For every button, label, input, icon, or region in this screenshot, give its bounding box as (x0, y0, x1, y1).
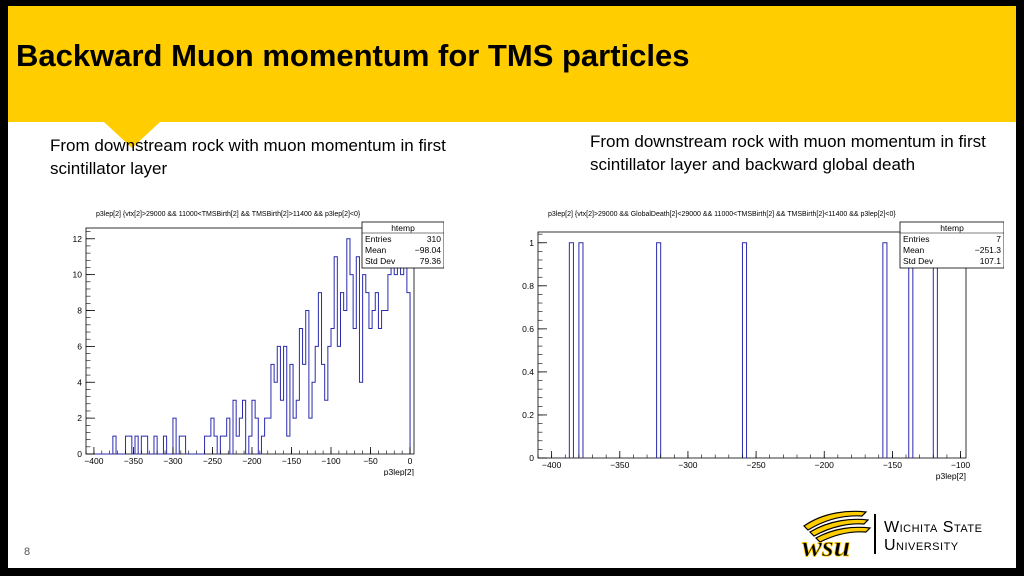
y-tick-label: 12 (72, 233, 82, 244)
y-tick-label: 10 (72, 269, 82, 280)
y-tick-label: 0.8 (522, 280, 534, 291)
stats-key: Std Dev (365, 256, 396, 266)
y-tick-label: 1 (529, 237, 534, 248)
stats-value: 79.36 (419, 256, 441, 266)
stats-name: htemp (391, 223, 415, 233)
left-histogram (64, 204, 444, 476)
stats-value: 107.1 (979, 256, 1001, 266)
y-tick-label: 0.2 (522, 409, 534, 420)
x-tick-label: −50 (363, 456, 378, 466)
x-tick-label: −350 (610, 460, 630, 470)
stats-key: Mean (365, 245, 387, 255)
x-tick-label: −300 (678, 460, 698, 470)
stats-value: 310 (426, 234, 441, 244)
left-caption: From downstream rock with muon momentum in first scintillator layer (50, 136, 446, 178)
title-banner (8, 6, 1016, 122)
y-tick-label: 0 (529, 453, 534, 463)
x-axis-label: p3lep[2] (383, 467, 414, 476)
x-tick-label: −300 (163, 456, 183, 466)
x-tick-label: −350 (123, 456, 143, 466)
logo-line2: University (884, 537, 959, 554)
x-tick-label: −100 (950, 460, 971, 470)
x-tick-label: −200 (814, 460, 834, 470)
x-tick-label: −400 (542, 460, 562, 470)
x-axis-label: p3lep[2] (935, 471, 966, 481)
page-number: 8 (24, 546, 31, 558)
x-tick-label: −400 (84, 456, 104, 466)
y-tick-label: 0.4 (522, 366, 534, 377)
stats-value: −98.04 (414, 245, 441, 255)
x-tick-label: −200 (242, 456, 262, 466)
x-tick-label: −100 (321, 456, 341, 466)
y-tick-label: 6 (77, 341, 82, 352)
y-tick-label: 8 (77, 305, 82, 316)
chart-title: p3lep[2] {vtx[2]>29000 && 11000<TMSBirth[2] && TMSBirth[2]>11400 && p3lep[2]<0} (96, 211, 361, 218)
y-tick-label: 4 (77, 377, 82, 388)
stats-name: htemp (940, 223, 964, 233)
stats-key: Entries (903, 234, 930, 244)
logo-divider (874, 514, 876, 554)
slide (8, 6, 1016, 568)
y-tick-label: 0.6 (522, 323, 534, 334)
x-tick-label: 0 (407, 456, 413, 466)
y-tick-label: 2 (77, 413, 82, 424)
wsu-logo-mark (794, 506, 1008, 558)
right-histogram (504, 204, 1004, 482)
logo-line1: Wichita State (884, 519, 983, 536)
stats-value: −251.3 (974, 245, 1001, 255)
chart-title: p3lep[2] {vtx[2]>29000 && GlobalDeath[2]<29000 && 11000<TMSBirth[2] && TMSBirth[2]<11400 && p3lep[2]<0} (548, 211, 896, 218)
wsu-logo (794, 506, 1008, 563)
x-tick-label: −250 (202, 456, 223, 466)
stats-key: Std Dev (903, 256, 934, 266)
right-caption: From downstream rock with muon momentum in first scintillator layer and backward global death (590, 132, 986, 174)
stats-value: 7 (996, 234, 1001, 244)
y-tick-label: 0 (77, 449, 82, 459)
wsu-monogram: wsu (802, 530, 851, 558)
x-tick-label: −150 (281, 456, 302, 466)
x-tick-label: −150 (882, 460, 902, 470)
stats-key: Mean (903, 245, 925, 255)
x-tick-label: −250 (746, 460, 766, 470)
stats-key: Entries (365, 234, 392, 244)
slide-title: Backward Muon momentum for TMS particles (16, 38, 690, 73)
